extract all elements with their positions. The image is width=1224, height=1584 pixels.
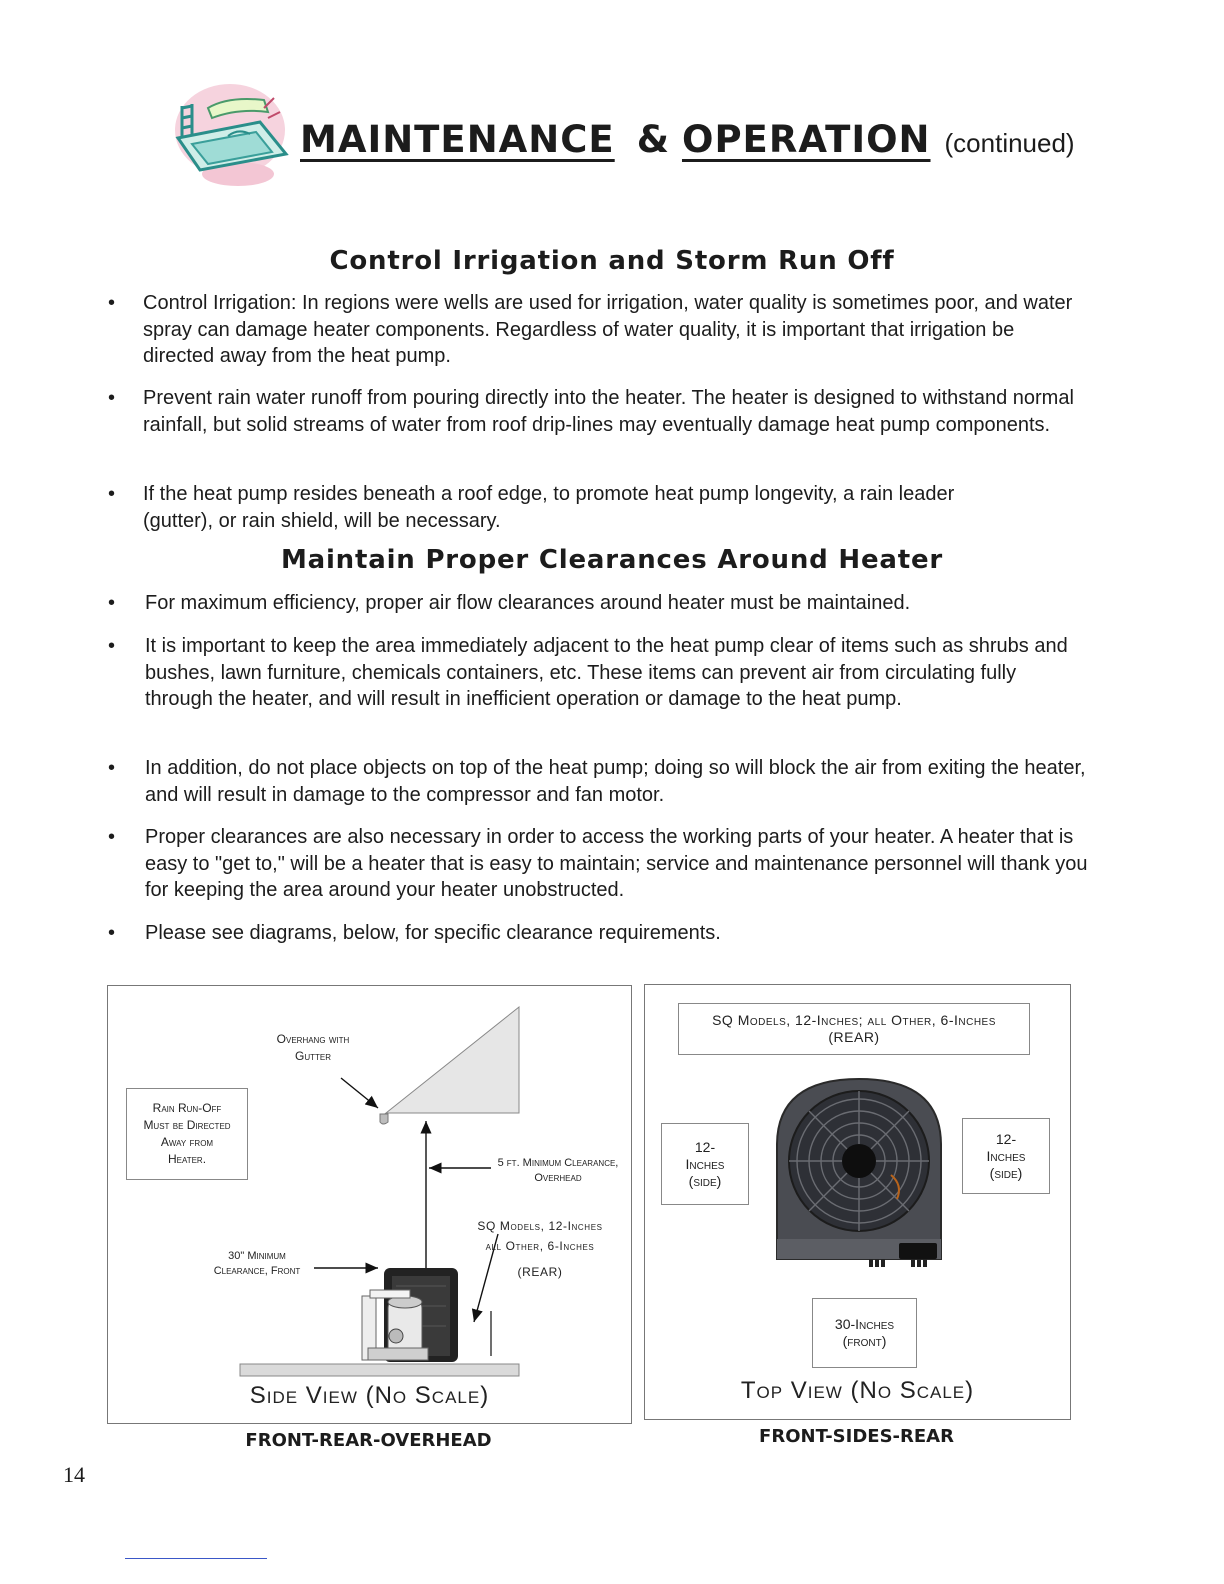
footer-divider: [125, 1558, 267, 1559]
top-left-side-box: [661, 1123, 749, 1205]
bullet-text: Prevent rain water runoff from pouring directly into the heater. The heater is designed to withstand normal rainfall, but solid streams of water from roof drip-lines may eventually damage heat pump components.: [143, 387, 1074, 436]
page-title: [300, 118, 1075, 161]
top-left-line: (side): [688, 1172, 722, 1189]
pool-logo-icon: [168, 78, 292, 190]
top-rear-line: (REAR): [828, 1029, 880, 1045]
front-label-line: Clearance, Front: [213, 1265, 301, 1277]
overhang-label-line: Overhang with: [276, 1032, 350, 1046]
bullet-text: For maximum efficiency, proper air flow clearances around heater must be maintained.: [145, 592, 911, 614]
rain-note-line: Heater.: [167, 1152, 207, 1166]
title-maintenance: MAINTENANCE: [300, 118, 615, 161]
overhead-label-line: 5 ft. Minimum Clearance,: [497, 1157, 619, 1169]
heat-pump-side-icon: [362, 1268, 458, 1362]
top-view-caption: Top View (No Scale): [740, 1377, 975, 1404]
rain-note-line: Rain Run-Off: [152, 1101, 222, 1115]
top-view-subcaption: FRONT-SIDES-REAR: [759, 1426, 954, 1447]
rear-label-line: (REAR): [517, 1265, 563, 1279]
heat-pump-top-fan-icon: [771, 1075, 946, 1273]
rain-note-line: Away from: [160, 1135, 214, 1149]
bullet-text: Proper clearances are also necessary in order to access the working parts of your heater. A heater that is easy to "get to," will be a heater that is easy to maintain; service and maintenance personnel will thank you for keeping the area around your heater unobstructed.: [145, 826, 1088, 901]
bullet-text: Please see diagrams, below, for specific clearance requirements.: [145, 922, 721, 944]
rear-label-line: all Other, 6-Inches: [485, 1239, 595, 1253]
title-continued: (continued): [944, 128, 1075, 158]
top-view-diagram: [644, 984, 1071, 1420]
bullet-text: It is important to keep the area immediately adjacent to the heat pump clear of items such as shrubs and bushes, lawn furniture, chemicals containers, etc. These items can prevent air from circulating fully through the heater, and will result in inefficient operation or damage to the heat pump.: [145, 635, 1068, 710]
bullet-text: Control Irrigation: In regions were wells are used for irrigation, water quality is sometimes poor, and water spray can damage heater components. Regardless of water quality, it is important that irrigation be directed away from the heat pump.: [143, 292, 1073, 367]
side-view-subcaption: FRONT-REAR-OVERHEAD: [245, 1430, 492, 1451]
bullet-dot-icon: •: [108, 483, 116, 505]
rain-runoff-note: [126, 1088, 248, 1180]
bullet-dot-icon: •: [108, 292, 116, 314]
title-ampersand: &: [636, 118, 670, 161]
top-front-line: 30-Inches: [834, 1316, 895, 1332]
heading-clearances: Maintain Proper Clearances Around Heater: [280, 545, 944, 575]
overhead-label-line: Overhead: [534, 1172, 582, 1184]
bullet-item: [108, 633, 1088, 713]
bullet-item: [108, 290, 1088, 370]
rear-clearance-label: [460, 1216, 620, 1282]
bullet-dot-icon: •: [108, 592, 116, 614]
heading-irrigation: Control Irrigation and Storm Run Off: [329, 246, 895, 276]
overhang-label-line: Gutter: [295, 1049, 331, 1063]
top-right-line: Inches: [986, 1147, 1026, 1164]
bullet-dot-icon: •: [108, 387, 116, 409]
top-left-line: Inches: [685, 1155, 725, 1172]
top-right-line: (side): [989, 1164, 1023, 1181]
top-right-side-box: [962, 1118, 1050, 1194]
bullet-text: In addition, do not place objects on top of the heat pump; doing so will block the air from exiting the heater, and will result in damage to the compressor and fan motor.: [145, 757, 1086, 806]
top-front-box: [812, 1298, 917, 1368]
bullet-dot-icon: •: [108, 635, 116, 657]
bullet-dot-icon: •: [108, 826, 116, 848]
top-left-line: 12-: [694, 1138, 716, 1155]
top-right-line: 12-: [995, 1130, 1017, 1147]
bullet-dot-icon: •: [108, 757, 116, 779]
bullet-item: [108, 920, 1088, 947]
bullet-dot-icon: •: [108, 922, 116, 944]
front-label-line: 30" Minimum: [228, 1250, 286, 1262]
overhang-label: [253, 1031, 373, 1065]
side-view-diagram: [107, 985, 632, 1424]
page-number: 14: [63, 1462, 85, 1487]
overhead-clearance-label: [484, 1156, 632, 1186]
side-view-caption: Side View (No Scale): [249, 1382, 490, 1409]
rear-label-line: SQ Models, 12-Inches: [477, 1219, 603, 1233]
top-front-line: (front): [842, 1333, 887, 1349]
bullet-item: [108, 590, 1088, 617]
bullet-item: [108, 385, 1088, 438]
bullet-text: If the heat pump resides beneath a roof edge, to promote heat pump longevity, a rain leader (gutter), or rain shield, will be necessary.: [143, 483, 955, 532]
bullet-item: [108, 755, 1088, 808]
bullet-item: [108, 481, 988, 534]
bullet-item: [108, 824, 1088, 904]
rain-note-line: Must be Directed: [143, 1118, 231, 1132]
front-clearance-label: [198, 1249, 316, 1279]
title-operation: OPERATION: [681, 118, 931, 161]
top-rear-line: SQ Models, 12-Inches; all Other, 6-Inches: [712, 1012, 996, 1028]
top-rear-clearance-box: [678, 1003, 1030, 1055]
